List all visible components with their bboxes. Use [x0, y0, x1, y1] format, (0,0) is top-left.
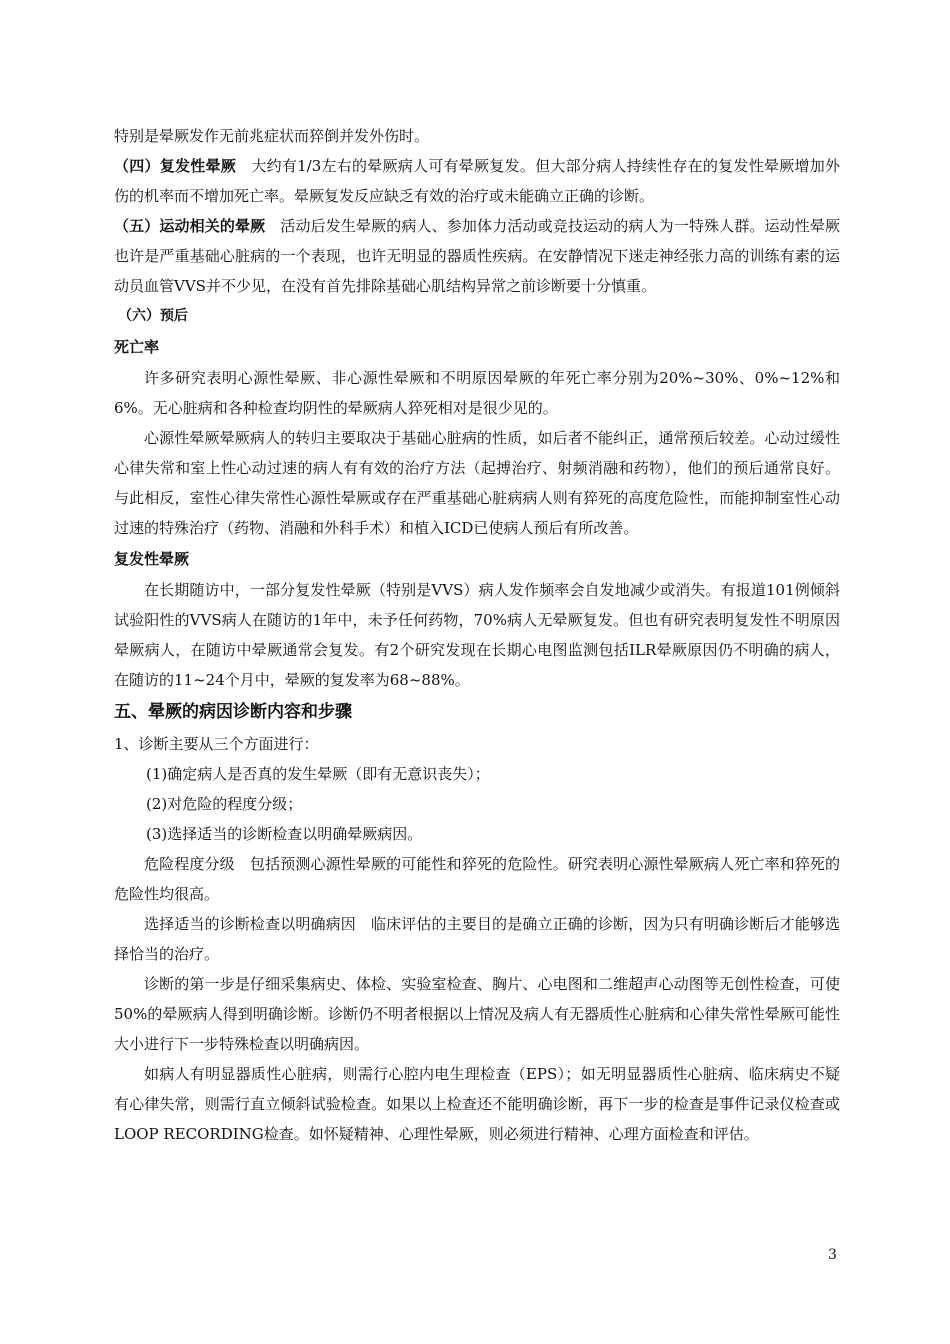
first-step-paragraph: 诊断的第一步是仔细采集病史、体检、实验室检查、胸片、心电图和二维超声心动图等无创性检查，可使50%的晕厥病人得到明确诊断。诊断仍不明者根据以上情况及病人有无器质性心脏病和心律失常性晕厥可能性大小进行下一步特殊检查以明确病因。 — [114, 975, 840, 1053]
mortality-paragraph-2: 心源性晕厥晕厥病人的转归主要取决于基础心脏病的性质，如后者不能纠正，通常预后较差。心动过缓性心律失常和室上性心动过速的病人有有效的治疗方法（起搏治疗、射频消融和药物），他们的预后通常良好。与此相反，室性心律失常性心源性晕厥或存在严重基础心脏病病人则有猝死的高度危险性，而能抑制室性心动过速的特殊治疗（药物、消融和外科手术）和植入ICD已使病人预后有所改善。 — [114, 429, 840, 537]
select-exam-paragraph: 选择适当的诊断检查以明确病因 临床评估的主要目的是确立正确的诊断，因为只有明确诊断后才能够选择恰当的治疗。 — [114, 915, 840, 963]
section-6-heading: （六）预后 — [118, 308, 188, 324]
section-4-body: 大约有1/3左右的晕厥病人可有晕厥复发。但大部分病人持续性存在的复发性晕厥增加外伤的机率而不增加死亡率。晕厥复发反应缺乏有效的治疗或未能确立正确的诊断。 — [114, 157, 840, 205]
diagnosis-item-3: (3)选择适当的诊断检查以明确晕厥病因。 — [146, 825, 423, 843]
section-5-heading: （五）运动相关的晕厥 — [114, 217, 266, 235]
recurrent-syncope-heading: 复发性晕厥 — [114, 550, 190, 568]
intro-paragraph: 特别是晕厥发作无前兆症状而猝倒并发外伤时。 — [114, 127, 430, 145]
recurrent-syncope-paragraph: 在长期随访中，一部分复发性晕厥（特别是VVS）病人发作频率会自发地减少或消失。有报道101例倾斜试验阳性的VVS病人在随访的1年中，未予任何药物，70%病人无晕厥复发。但也有研究表明复发性不明原因晕厥病人，在随访中晕厥通常会复发。有2个研究发现在长期心电图监测包括ILR晕厥原因仍不明确的病人，在随访的11~24个月中，晕厥的复发率为68~88%。 — [114, 581, 840, 689]
diagnosis-item-2: (2)对危险的程度分级； — [146, 795, 303, 813]
section-five-heading: 五、晕厥的病因诊断内容和步骤 — [114, 702, 352, 722]
further-exam-paragraph: 如病人有明显器质性心脏病，则需行心腔内电生理检查（EPS）；如无明显器质性心脏病、临床病史不疑有心律失常，则需行直立倾斜试验检查。如果以上检查还不能明确诊断，再下一步的检查是事件记录仪检查或LOOP RECORDING检查。如怀疑精神、心理性晕厥，则必须进行精神、心理方面检查和评估。 — [114, 1065, 840, 1143]
mortality-paragraph-1: 许多研究表明心源性晕厥、非心源性晕厥和不明原因晕厥的年死亡率分别为20%~30%、0%~12%和6%。无心脏病和各种检查均阴性的晕厥病人猝死相对是很少见的。 — [114, 369, 840, 417]
section-4-paragraph — [114, 151, 840, 211]
document-body — [114, 121, 840, 1149]
mortality-heading: 死亡率 — [114, 338, 160, 356]
section-5-paragraph — [114, 211, 840, 301]
diagnosis-item-1: (1)确定病人是否真的发生晕厥（即有无意识丧失）； — [146, 765, 490, 783]
diagnosis-list-intro: 1、诊断主要从三个方面进行： — [114, 735, 319, 753]
section-5-body: 活动后发生晕厥的病人、参加体力活动或竞技运动的病人为一特殊人群。运动性晕厥也许是严重基础心脏病的一个表现，也许无明显的器质性疾病。在安静情况下迷走神经张力高的训练有素的运动员血管VVS并不少见，在没有首先排除基础心肌结构异常之前诊断要十分慎重。 — [114, 217, 840, 295]
risk-grading-paragraph: 危险程度分级 包括预测心源性晕厥的可能性和猝死的危险性。研究表明心源性晕厥病人死亡率和猝死的危险性均很高。 — [114, 855, 840, 903]
section-4-heading: （四）复发性晕厥 — [114, 157, 237, 175]
page-number: 3 — [828, 1247, 837, 1263]
